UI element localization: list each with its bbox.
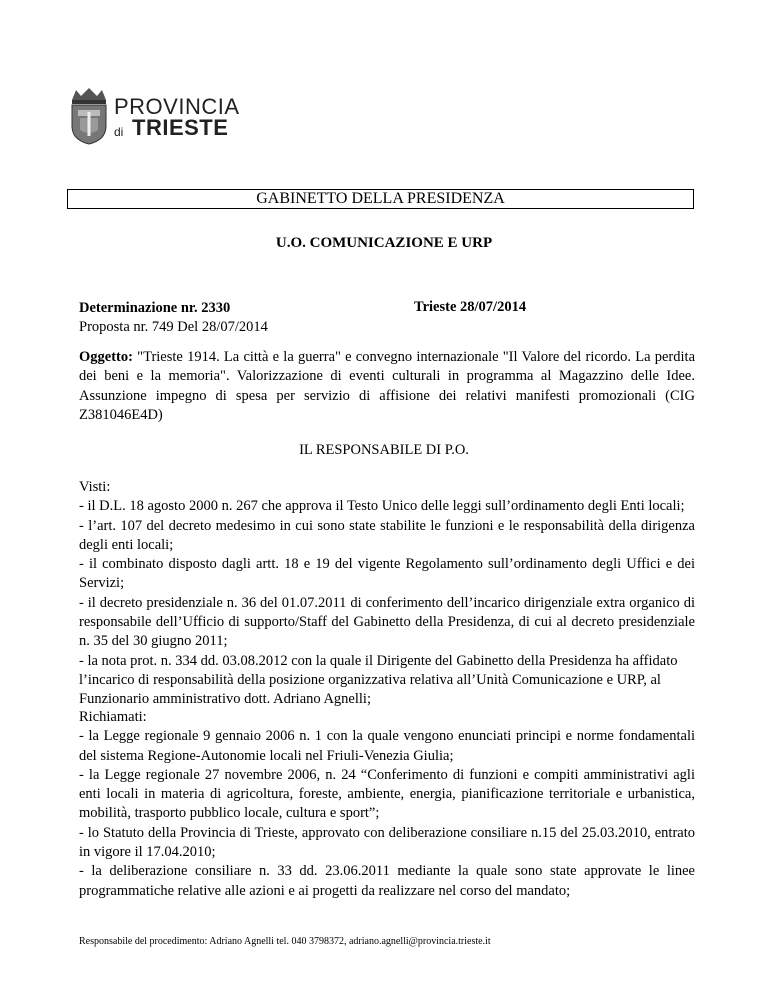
determinazione-block — [79, 299, 268, 337]
visti-item: - il combinato disposto dagli artt. 18 e 19 del vigente Regolamento sull’ordinamento degli Uffici e dei Servizi; — [79, 556, 695, 592]
visti-heading: Visti: — [79, 479, 111, 495]
oggetto-paragraph — [79, 348, 695, 425]
footer-contact: Responsabile del procedimento: Adriano Agnelli tel. 040 3798372, adriano.agnelli@provincia.trieste.it — [79, 936, 491, 947]
provincia-logo — [68, 86, 238, 146]
logo-provincia-text: PROVINCIA — [114, 94, 240, 119]
richiamati-item: - la deliberazione consiliare n. 33 dd. 23.06.2011 mediante la quale sono state approvate le linee programmatiche relative alle azioni e ai progetti da realizzare nel corso del mandato; — [79, 863, 695, 899]
document-date: Trieste 28/07/2014 — [414, 299, 527, 315]
visti-item: - la nota prot. n. 334 dd. 03.08.2012 con la quale il Dirigente del Gabinetto della Presidenza ha affidato l’incarico di responsabilità della posizione organizzativa relativa all’Unità Comunicazione e URP, al Funzionario amministrativo dott. Adriano Agnelli; — [79, 652, 678, 708]
richiamati-heading: Richiamati: — [79, 709, 147, 725]
department-title: GABINETTO DELLA PRESIDENZA — [67, 189, 694, 209]
richiamati-item: - la Legge regionale 9 gennaio 2006 n. 1 con la quale vengono enunciati principi e norme fondamentali del sistema Regione-Autonomie locali nel Friuli-Venezia Giulia; — [79, 728, 695, 764]
visti-section — [79, 478, 695, 710]
visti-item: - il D.L. 18 agosto 2000 n. 267 che approva il Testo Unico delle leggi sull’ordinamento degli Enti locali; — [79, 498, 685, 515]
unit-title: U.O. COMUNICAZIONE E URP — [275, 235, 493, 251]
oggetto-text: "Trieste 1914. La città e la guerra" e convegno internazionale "Il Valore del ricordo. La perdita dei beni e la memoria". Valorizzazione di eventi culturali in programma al Magazzino delle Idee. Assunzione impegno di spesa per servizio di affisione dei relativi manifesti promozionali (CIG Z381046E4D) — [79, 349, 695, 423]
richiamati-item: - la Legge regionale 27 novembre 2006, n. 24 “Conferimento di funzioni e compiti amministrativi agli enti locali in materia di agricoltura, foreste, ambiente, energia, pianificazione territoriale e urbanistica, mobilità, trasporto pubblico locale, cultura e sport”; — [79, 766, 695, 822]
visti-item: - il decreto presidenziale n. 36 del 01.07.2011 di conferimento dell’incarico dirigenziale extra organico di responsabile dell’Ufficio di supporto/Staff del Gabinetto della Presidenza, di cui al decreto presidenziale n. 35 del 30 giugno 2011; — [79, 594, 695, 650]
oggetto-label: Oggetto: — [79, 349, 133, 365]
responsabile-heading: IL RESPONSABILE DI P.O. — [299, 442, 469, 458]
visti-item: - l’art. 107 del decreto medesimo in cui sono state stabilite le funzioni e le responsabilità della dirigenza degli enti locali; — [79, 517, 695, 553]
logo-city-text: TRIESTE — [132, 115, 229, 140]
richiamati-section — [79, 708, 695, 901]
coat-of-arms-icon — [68, 86, 110, 146]
logo-di-text: di — [114, 125, 124, 139]
richiamati-item: - lo Statuto della Provincia di Trieste, approvato con deliberazione consiliare n.15 del 25.03.2010, entrato in vigore il 17.04.2010; — [79, 824, 695, 861]
determinazione-number: Determinazione nr. 2330 — [79, 300, 231, 316]
proposta-number: Proposta nr. 749 Del 28/07/2014 — [79, 319, 268, 335]
